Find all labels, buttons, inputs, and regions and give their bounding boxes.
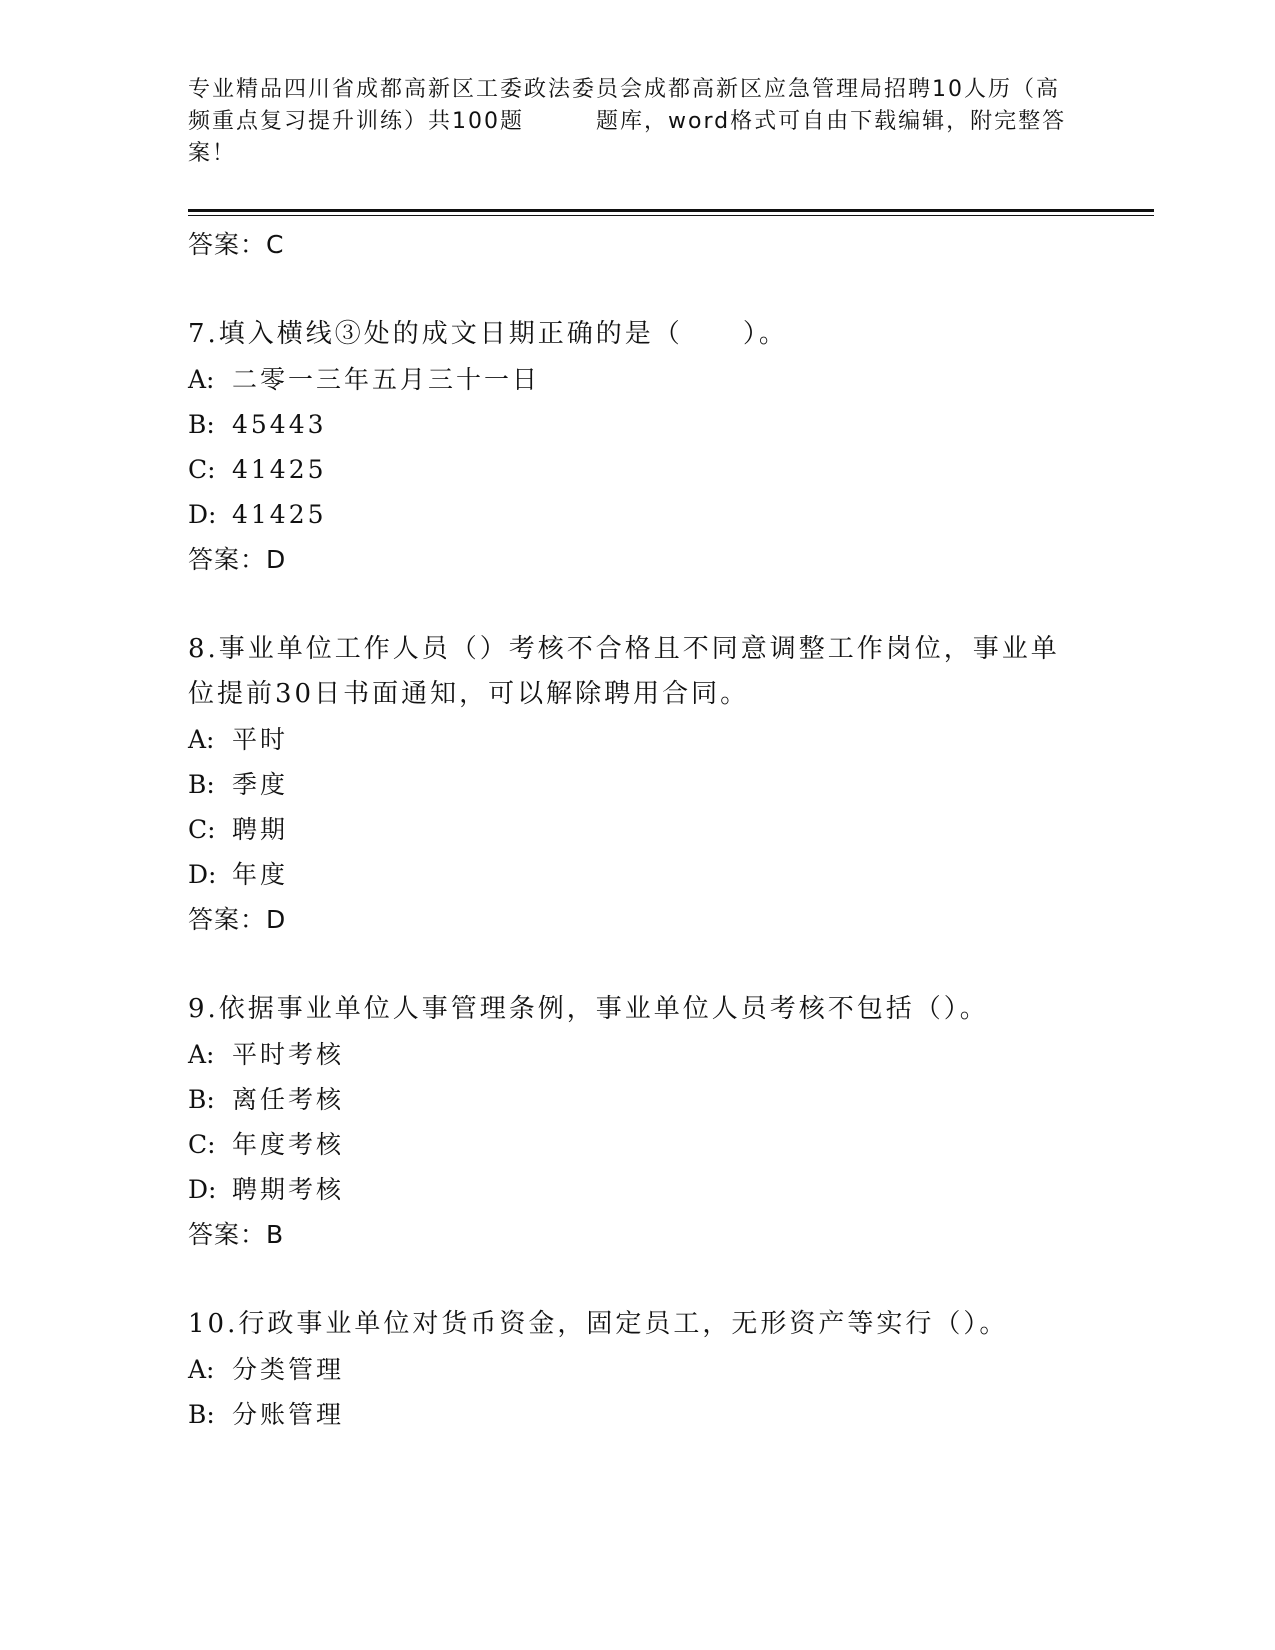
option-text: 平时 xyxy=(232,725,289,754)
option-c xyxy=(188,447,1088,492)
option-letter: B: xyxy=(188,1400,215,1429)
option-text: 聘期考核 xyxy=(232,1175,345,1204)
option-letter: A: xyxy=(188,1355,215,1384)
option-text: 年度考核 xyxy=(232,1130,345,1159)
answer-line: 答案：D xyxy=(188,545,287,574)
option-letter: A: xyxy=(188,725,215,754)
option-a xyxy=(188,717,1088,762)
option-text: 分账管理 xyxy=(232,1400,345,1429)
option-text: 分类管理 xyxy=(232,1355,345,1384)
option-b xyxy=(188,402,1088,447)
option-letter: A: xyxy=(188,1040,215,1069)
option-a xyxy=(188,1347,1088,1392)
option-letter: D: xyxy=(188,500,217,529)
question-stem-part1: 7.填入横线③处的成文日期正确的是（ xyxy=(188,319,683,349)
option-text: 45443 xyxy=(232,410,327,439)
question-block-10 xyxy=(188,1302,1088,1437)
option-letter: C: xyxy=(188,455,216,484)
option-c xyxy=(188,1122,1088,1167)
option-letter: D: xyxy=(188,860,217,889)
option-a xyxy=(188,1032,1088,1077)
option-letter: A: xyxy=(188,365,215,394)
option-text: 季度 xyxy=(232,770,289,799)
option-letter: C: xyxy=(188,815,216,844)
header-divider-thin xyxy=(188,215,1154,216)
question-block-7 xyxy=(188,312,1088,582)
option-d xyxy=(188,492,1088,537)
option-c xyxy=(188,807,1088,852)
question-stem-part2: ）。 xyxy=(742,319,788,349)
option-text: 41425 xyxy=(232,455,327,484)
option-b xyxy=(188,1077,1088,1122)
document-header xyxy=(188,74,1068,170)
question-stem: 9.依据事业单位人事管理条例，事业单位人员考核不包括（）。 xyxy=(188,994,989,1024)
option-letter: B: xyxy=(188,1085,215,1114)
option-text: 聘期 xyxy=(232,815,289,844)
option-letter: B: xyxy=(188,410,215,439)
question-stem: 8.事业单位工作人员（）考核不合格且不同意调整工作岗位，事业单位提前30日书面通知，可以解除聘用合同。 xyxy=(188,634,1060,709)
option-text: 平时考核 xyxy=(232,1040,345,1069)
option-b xyxy=(188,1392,1088,1437)
option-d xyxy=(188,1167,1088,1212)
option-text: 41425 xyxy=(232,500,327,529)
question-stem: 10.行政事业单位对货币资金，固定员工，无形资产等实行（）。 xyxy=(188,1309,1009,1339)
question-stem xyxy=(188,312,1088,357)
option-d xyxy=(188,852,1088,897)
option-text: 二零一三年五月三十一日 xyxy=(232,365,541,394)
header-title-part2: 题库，word格式可自由下载编辑，附完整答案！ xyxy=(188,109,1067,166)
answer-line: 答案：D xyxy=(188,905,287,934)
previous-answer: 答案：C xyxy=(188,230,285,259)
header-divider-thick xyxy=(188,209,1154,212)
option-letter: B: xyxy=(188,770,215,799)
option-b xyxy=(188,762,1088,807)
option-letter: D: xyxy=(188,1175,217,1204)
option-text: 年度 xyxy=(232,860,289,889)
option-a xyxy=(188,357,1088,402)
option-text: 离任考核 xyxy=(232,1085,345,1114)
question-block-9 xyxy=(188,987,1088,1257)
option-letter: C: xyxy=(188,1130,216,1159)
question-block-8 xyxy=(188,627,1088,942)
answer-line: 答案：B xyxy=(188,1220,285,1249)
question-list xyxy=(188,222,1088,1437)
header-title-part1: 专业精品四川省成都高新区工委政法委员会成都高新区应急管理局招聘10人历（高频重点复习提升训练）共100题 xyxy=(188,77,1060,134)
